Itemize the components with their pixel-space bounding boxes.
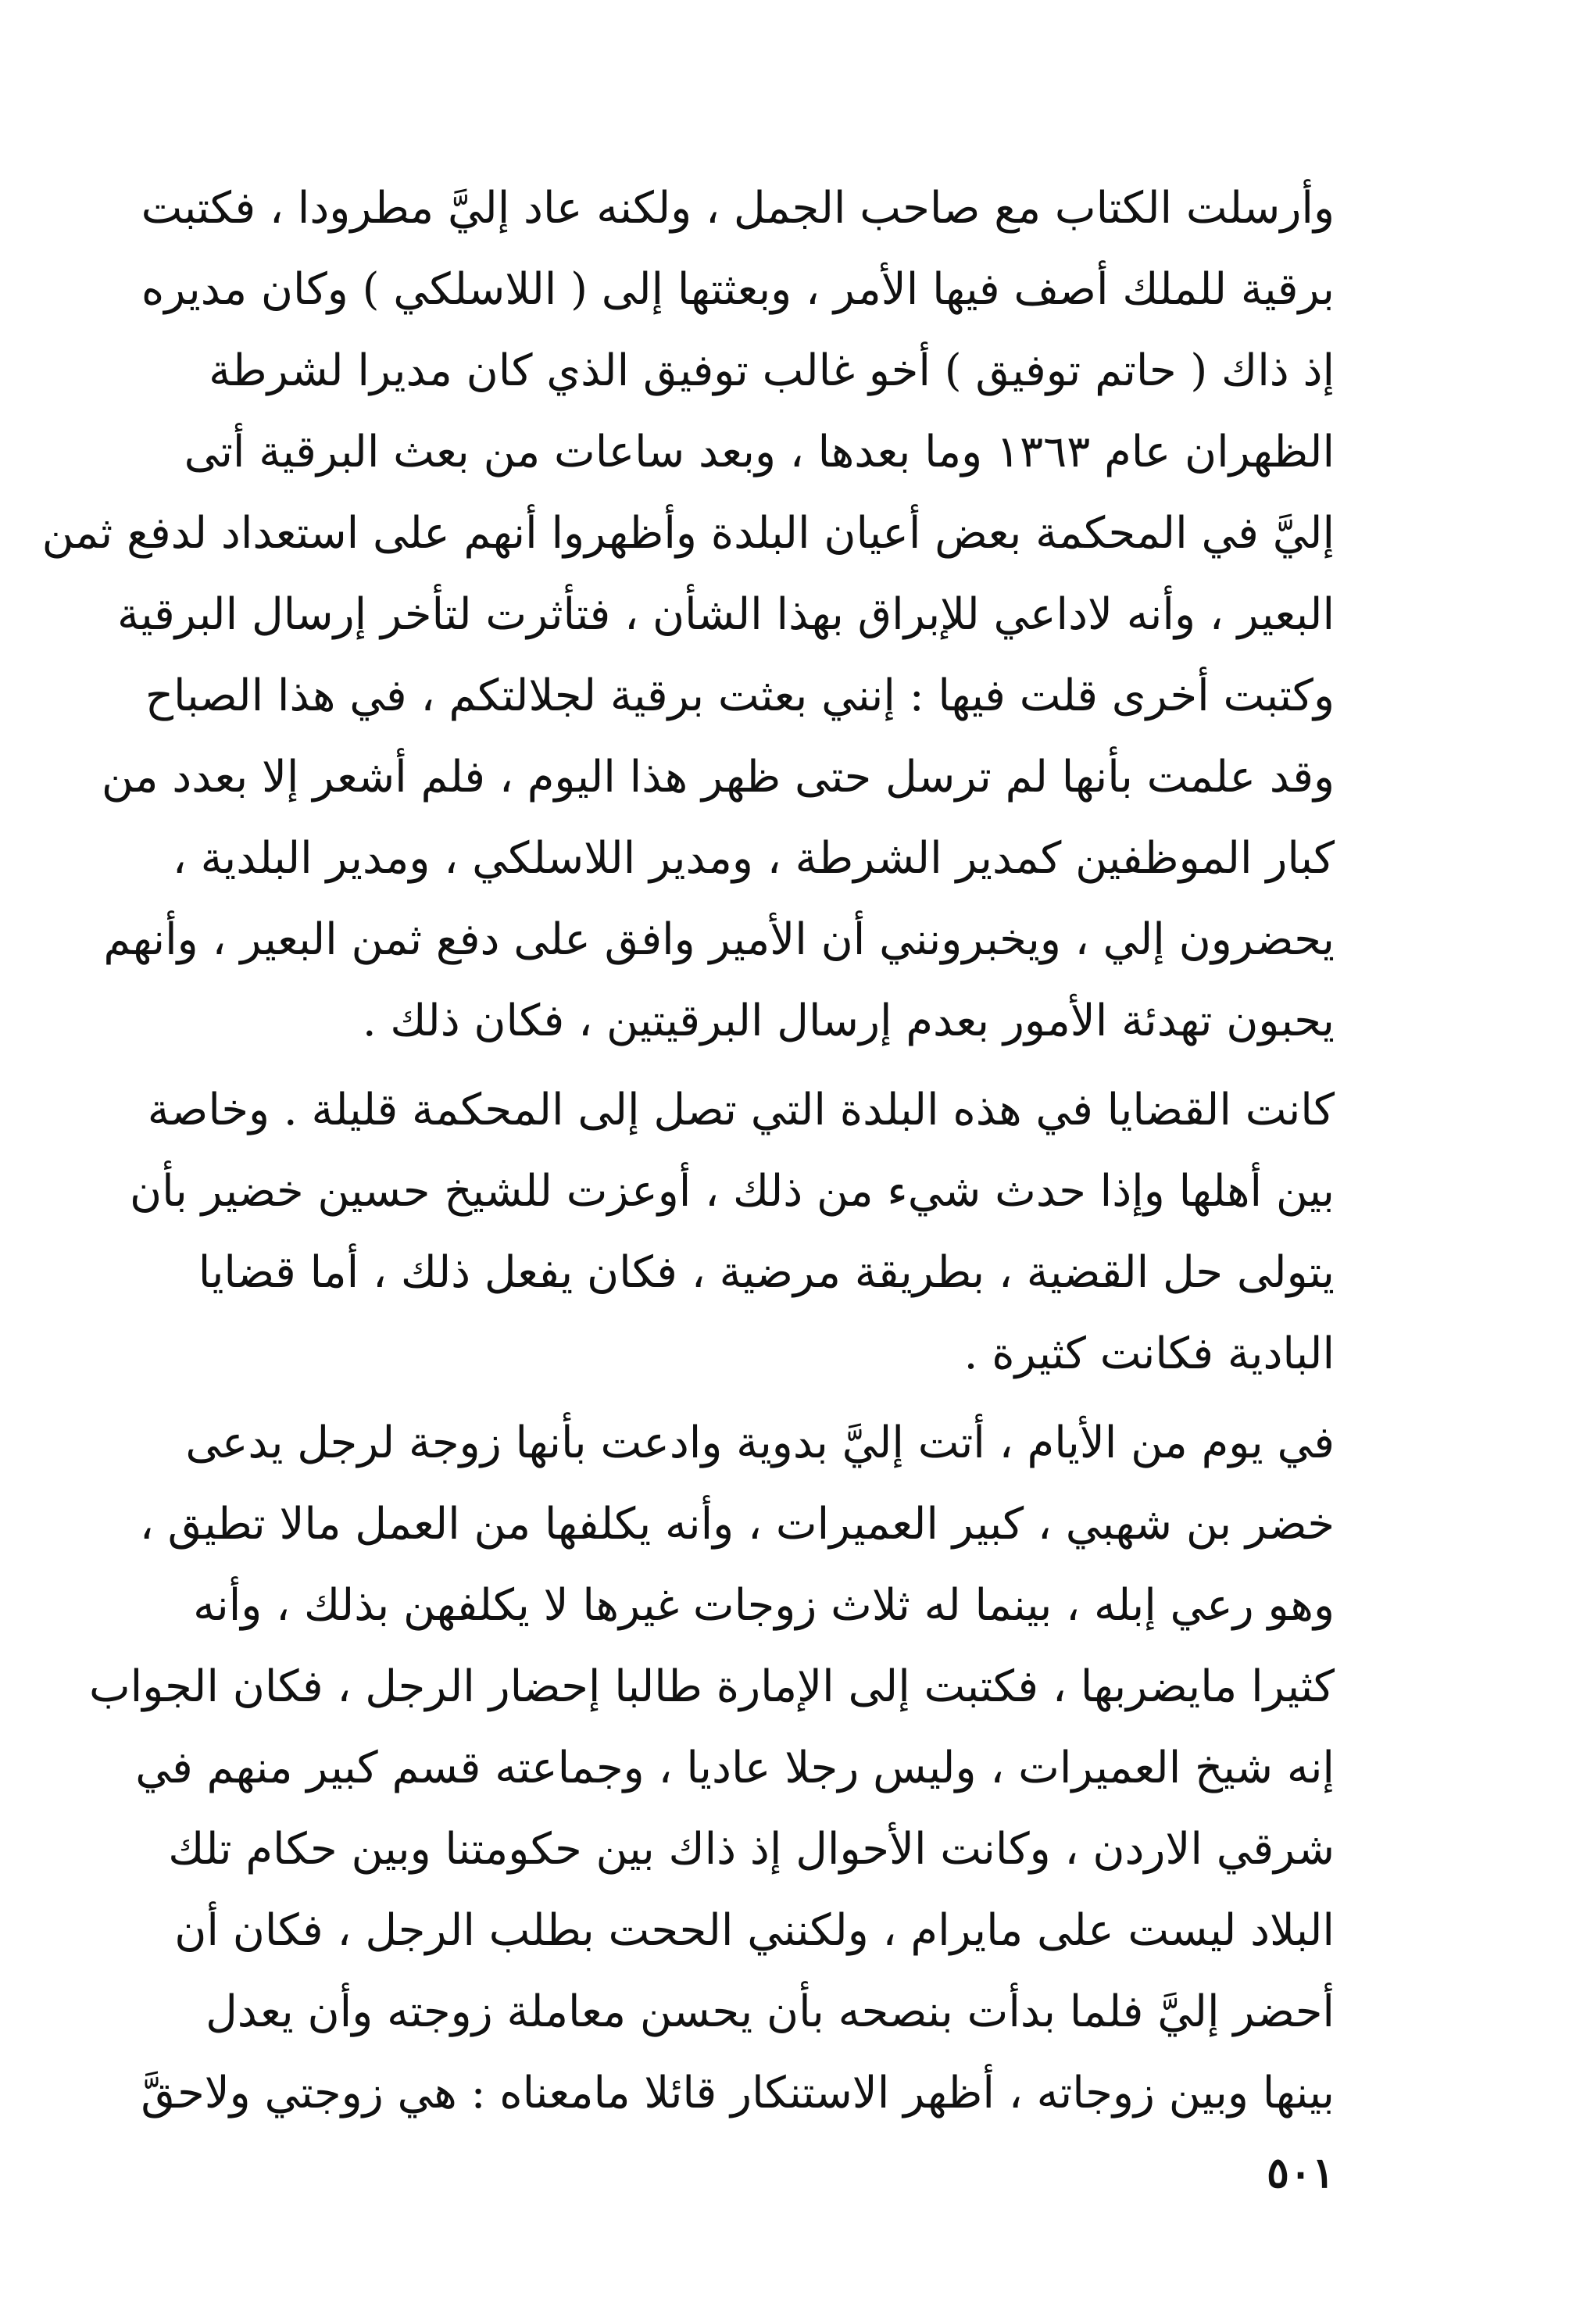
- text-line: يتولى حل القضية ، بطريقة مرضية ، فكان يفعل ذلك ، أما قضايا: [198, 1247, 1335, 1298]
- page-number: ٥٠١: [1266, 2147, 1335, 2197]
- text-line: يحبون تهدئة الأمور بعدم إرسال البرقيتين ، فكان ذلك .: [362, 996, 1335, 1046]
- body-text: [41, 168, 1335, 2134]
- text-line: يحضرون إلي ، ويخبرونني أن الأمير وافق على دفع ثمن البعير ، وأنهم: [103, 914, 1335, 965]
- paragraph-3: [88, 1403, 1335, 2134]
- text-line: إليَّ في المحكمة بعض أعيان البلدة وأظهروا أنهم على استعداد لدفع ثمن: [41, 508, 1335, 559]
- text-line: البلاد ليست على مايرام ، ولكنني الححت بطلب الرجل ، فكان أن: [174, 1905, 1335, 1956]
- paragraph-1: [41, 168, 1335, 1062]
- paragraph-2: [130, 1070, 1335, 1395]
- text-line: بينها وبين زوجاته ، أظهر الاستنكار قائلا مامعناه : هي زوجتي ولاحقَّ: [141, 2068, 1335, 2118]
- text-line: برقية للملك أصف فيها الأمر ، وبعثتها إلى ( اللاسلكي ) وكان مديره: [141, 264, 1335, 315]
- text-line: البادية فكانت كثيرة .: [963, 1328, 1335, 1379]
- text-line: إذ ذاك ( حاتم توفيق ) أخو غالب توفيق الذي كان مديرا لشرطة: [209, 345, 1335, 396]
- paragraph-gap: [234, 1395, 1335, 1403]
- text-line: شرقي الاردن ، وكانت الأحوال إذ ذاك بين حكومتنا وبين حكام تلك: [168, 1824, 1335, 1875]
- text-line: البعير ، وأنه لاداعي للإبراق بهذا الشأن ، فتأثرت لتأخر إرسال البرقية: [117, 589, 1335, 640]
- text-line: إنه شيخ العميرات ، وليس رجلا عاديا ، وجماعته قسم كبير منهم في: [135, 1743, 1335, 1793]
- text-line: في يوم من الأيام ، أتت إليَّ بدوية وادعت بأنها زوجة لرجل يدعى: [185, 1418, 1335, 1468]
- text-line: وهو رعي إبله ، بينما له ثلاث زوجات غيرها لا يكلفهن بذلك ، وأنه: [193, 1580, 1335, 1631]
- text-line: بين أهلها وإذا حدث شيء من ذلك ، أوعزت للشيخ حسين خضير بأن: [130, 1166, 1335, 1217]
- text-line: خضر بن شهبي ، كبير العميرات ، وأنه يكلفها من العمل مالا تطيق ،: [139, 1499, 1335, 1550]
- text-line: وكتبت أخرى قلت فيها : إنني بعثت برقية لجلالتكم ، في هذا الصباح: [145, 670, 1335, 721]
- text-line: أحضر إليَّ فلما بدأت بنصحه بأن يحسن معاملة زوجته وأن يعدل: [206, 1986, 1335, 2037]
- text-line: كثيرا مايضربها ، فكتبت إلى الإمارة طالبا إحضار الرجل ، فكان الجواب: [88, 1661, 1335, 1712]
- text-line: وأرسلت الكتاب مع صاحب الجمل ، ولكنه عاد إليَّ مطرودا ، فكتبت: [141, 183, 1335, 234]
- text-line: وقد علمت بأنها لم ترسل حتى ظهر هذا اليوم ، فلم أشعر إلا بعدد من: [101, 752, 1335, 803]
- text-line: الظهران عام ١٣٦٣ وما بعدها ، وبعد ساعات من بعث البرقية أتى: [184, 427, 1335, 477]
- paragraph-gap: [234, 1062, 1335, 1070]
- text-line: كانت القضايا في هذه البلدة التي تصل إلى المحكمة قليلة . وخاصة: [147, 1085, 1335, 1135]
- text-line: كبار الموظفين كمدير الشرطة ، ومدير اللاسلكي ، ومدير البلدية ،: [172, 833, 1335, 884]
